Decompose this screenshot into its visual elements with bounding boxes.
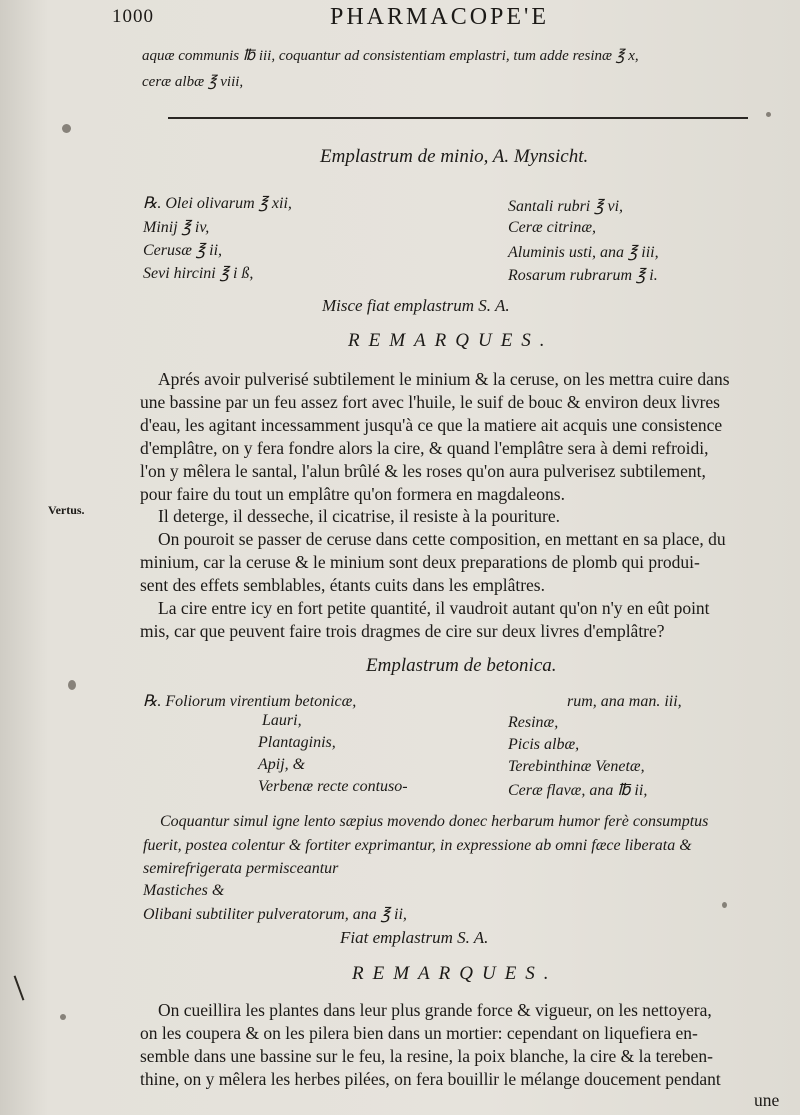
- ingredient-left: Minij ℥ iv,: [143, 219, 210, 236]
- body-line: l'on y mêlera le santal, l'alun brûlé & les roses qu'on aura pulverisez subtilement,: [140, 461, 706, 481]
- ingredient-right: Rosarum rubrarum ℥ i.: [508, 267, 658, 284]
- ingredient-left: Apij, &: [258, 756, 306, 773]
- ingredient-left: Lauri,: [262, 712, 302, 729]
- body-line: pour faire du tout un emplâtre qu'on formera en magdaleons.: [140, 484, 565, 504]
- remarques-heading-2: REMARQUES.: [352, 963, 558, 984]
- addition-line: Mastiches &: [143, 882, 225, 899]
- instruction-line: fuerit, postea colentur & fortiter exprimantur, in expressione ab omni fæce liberata &: [143, 837, 692, 854]
- body-line: On pouroit se passer de ceruse dans cette composition, en mettant en sa place, du: [158, 529, 726, 549]
- ingredient-right: Terebinthinæ Venetæ,: [508, 758, 645, 775]
- ink-spot: [68, 680, 76, 690]
- ingredient-lead: ℞. Foliorum virentium betonicæ,: [143, 693, 357, 710]
- body-line: On cueillira les plantes dans leur plus grande force & vigueur, on les nettoyera,: [158, 1000, 712, 1020]
- body-line: mis, car que peuvent faire trois dragmes de cire sur deux livres d'emplâtre?: [140, 621, 665, 641]
- ingredient-right: Santali rubri ℥ vi,: [508, 198, 624, 215]
- ingredient-left: Plantaginis,: [258, 734, 336, 751]
- ingredient-left: Verbenæ recte contuso-: [258, 778, 408, 795]
- instruction-line: Coquantur simul igne lento sæpius movendo donec herbarum humor ferè consumptus: [160, 813, 709, 830]
- ingredient-right: Resinæ,: [508, 714, 559, 731]
- page-number: 1000: [112, 6, 154, 27]
- recipe-title-minio: Emplastrum de minio, A. Mynsicht.: [320, 146, 589, 167]
- body-line: on les coupera & on les pilera bien dans un mortier: cependant on liquefiera en-: [140, 1023, 698, 1043]
- ink-spot: [60, 1014, 66, 1020]
- ingredient-left: Cerusæ ℥ ii,: [143, 242, 223, 259]
- body-line: une bassine par un feu assez fort avec l'huile, le suif de bouc & environ deux livres: [140, 392, 720, 412]
- ingredient-right: Aluminis usti, ana ℥ iii,: [508, 244, 659, 261]
- continuation-line-1: aquæ communis ℔ iii, coquantur ad consistentiam emplastri, tum adde resinæ ℥ x,: [142, 48, 639, 64]
- margin-note-vertus: Vertus.: [48, 503, 85, 517]
- ingredient-right: Ceræ flavæ, ana ℔ ii,: [508, 782, 648, 799]
- body-line: thine, on y mêlera les herbes pilées, on fera bouillir le mélange doucement pendant: [140, 1069, 721, 1089]
- ink-spot: [62, 124, 71, 133]
- fiat-line: Fiat emplastrum S. A.: [340, 928, 489, 947]
- pen-stroke: [14, 975, 25, 1000]
- header-rule: [168, 117, 748, 119]
- body-line: minium, car la ceruse & le minium sont deux preparations de plomb qui produi-: [140, 552, 700, 572]
- body-line: sent des effets semblables, étants cuits dans les emplâtres.: [140, 575, 545, 595]
- body-line: La cire entre icy en fort petite quantité, il vaudroit autant qu'on n'y en eût point: [158, 598, 710, 618]
- body-line: Il deterge, il desseche, il cicatrise, il resiste à la pouriture.: [158, 506, 561, 526]
- misce-line: Misce fiat emplastrum S. A.: [322, 296, 510, 315]
- ingredient-left: Sevi hircini ℥ i ß,: [143, 265, 254, 282]
- ingredient-left: ℞. Olei olivarum ℥ xii,: [143, 195, 292, 212]
- addition-line: Olibani subtiliter pulveratorum, ana ℥ ii,: [143, 906, 407, 923]
- body-line: Aprés avoir pulverisé subtilement le minium & la ceruse, on les mettra cuire dans: [158, 369, 730, 389]
- ingredient-right: Picis albæ,: [508, 736, 580, 753]
- ingredient-lead-right: rum, ana man. iii,: [567, 693, 682, 710]
- catchword: une: [754, 1090, 780, 1110]
- recipe-title-betonica: Emplastrum de betonica.: [366, 655, 557, 676]
- ingredient-right: Ceræ citrinæ,: [508, 219, 597, 236]
- running-title: PHARMACOPE'E: [330, 4, 550, 30]
- continuation-line-2: ceræ albæ ℥ viii,: [142, 74, 244, 90]
- body-line: semble dans une bassine sur le feu, la resine, la poix blanche, la cire & la tereben-: [140, 1046, 713, 1066]
- remarques-heading-1: REMARQUES.: [348, 330, 554, 351]
- instruction-line: semirefrigerata permisceantur: [143, 860, 339, 877]
- body-line: d'emplâtre, on y fera fondre alors la cire, & quand l'emplâtre sera à demi refroidi,: [140, 438, 709, 458]
- body-line: d'eau, les agitant incessamment jusqu'à ce que la matiere ait acquis une consistence: [140, 415, 723, 435]
- ink-spot: [766, 112, 771, 117]
- ink-spot: [722, 902, 727, 908]
